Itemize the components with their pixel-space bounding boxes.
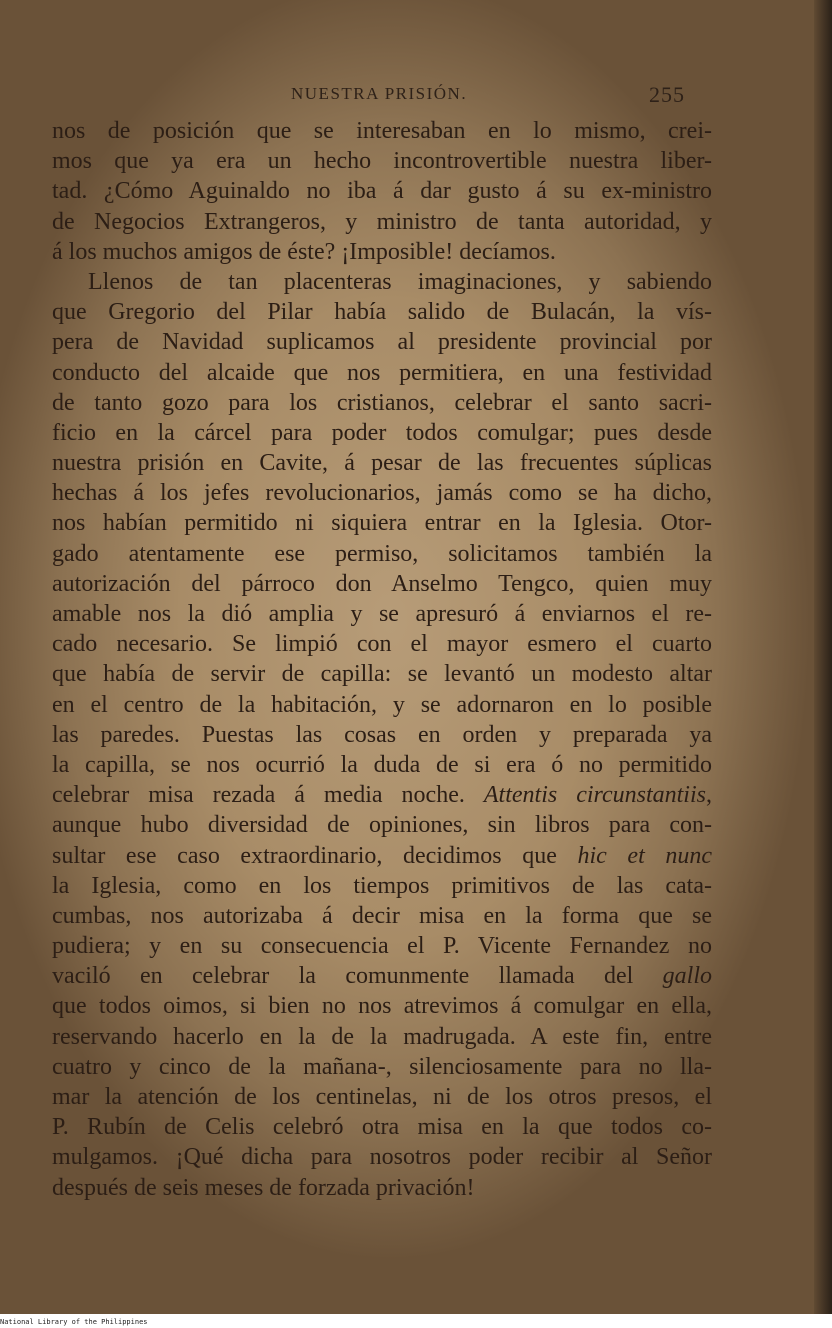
text-line [52, 961, 712, 991]
text-line: nos de posición que se interesaban en lo mismo, crei- [52, 118, 712, 144]
page-edge-shadow [814, 0, 832, 1328]
text-line: las paredes. Puestas las cosas en orden y preparada ya [52, 721, 712, 748]
text-segment: vaciló en celebrar la comunmente llamada del [52, 963, 634, 990]
text-line: la Iglesia, como en los tiempos primitivos de las cata- [52, 872, 712, 899]
text-line [52, 841, 712, 871]
text-line: ficio en la cárcel para poder todos comulgar; pues desde [52, 419, 712, 446]
text-line: cumbas, nos autorizaba á decir misa en la forma que se [52, 902, 712, 929]
text-line: aunque hubo diversidad de opiniones, sin libros para con- [52, 812, 712, 839]
text-line: mos que ya era un hecho incontrovertible nuestra liber- [52, 148, 712, 175]
text-line: cuatro y cinco de la mañana-, silenciosamente para no lla- [52, 1053, 712, 1080]
text-line: tad. ¿Cómo Aguinaldo no iba á dar gusto á su ex-ministro [52, 178, 712, 205]
text-line: nuestra prisión en Cavite, á pesar de las frecuentes súplicas [52, 450, 712, 477]
text-line: que había de servir de capilla: se levantó un modesto altar [52, 661, 712, 688]
text-line: P. Rubín de Celis celebró otra misa en la que todos co- [52, 1114, 712, 1141]
text-line: de tanto gozo para los cristianos, celebrar el santo sacri- [52, 389, 712, 416]
library-credit: National Library of the Philippines [0, 1318, 148, 1326]
italic-word: gallo [662, 963, 713, 990]
text-line: reservando hacerlo en la de la madrugada. A este fin, entre [52, 1023, 712, 1050]
page-number: 255 [649, 82, 685, 107]
latin-phrase: Attentis circunstantiis [483, 782, 706, 809]
text-line: cado necesario. Se limpió con el mayor esmero el cuarto [52, 631, 712, 658]
text-line: de Negocios Extrangeros, y ministro de tanta autoridad, y [52, 208, 712, 235]
text-line: después de seis meses de forzada privación! [52, 1174, 475, 1201]
text-line: gado atentamente ese permiso, solicitamos también la [52, 540, 712, 567]
text-line [52, 780, 712, 810]
text-line: amable nos la dió amplia y se apresuró á enviarnos el re- [52, 601, 712, 627]
latin-phrase: hic et nunc [577, 842, 712, 869]
text-line: hechas á los jefes revolucionarios, jamás como se ha dicho, [52, 480, 712, 507]
text-line: que todos oimos, si bien no nos atrevimos á comulgar en ella, [52, 993, 712, 1020]
body-text [52, 116, 712, 1203]
text-segment: celebrar misa rezada á media noche. [52, 782, 465, 809]
text-line: en el centro de la habitación, y se adornaron en lo posible [52, 691, 712, 718]
text-line: conducto del alcaide que nos permitiera, en una festividad [52, 359, 712, 386]
text-line: la capilla, se nos ocurrió la duda de si era ó no permitido [52, 751, 712, 778]
text-line: autorización del párroco don Anselmo Tengco, quien muy [52, 570, 712, 597]
text-segment: sultar ese caso extraordinario, decidimos que [52, 842, 557, 869]
text-line: á los muchos amigos de éste? ¡Imposible! decíamos. [52, 238, 556, 265]
text-line: mar la atención de los centinelas, ni de los otros presos, el [52, 1084, 712, 1110]
text-line: pera de Navidad suplicamos al presidente provincial por [52, 329, 712, 356]
text-line: pudiera; y en su consecuencia el P. Vicente Fernandez no [52, 933, 712, 960]
text-line: Llenos de tan placenteras imaginaciones, y sabiendo [88, 268, 712, 295]
page-header [0, 80, 832, 110]
running-title: NUESTRA PRISIÓN. [291, 84, 468, 103]
text-line: que Gregorio del Pilar había salido de Bulacán, la vís- [52, 299, 712, 326]
text-line: nos habían permitido ni siquiera entrar en la Iglesia. Otor- [52, 510, 712, 537]
text-segment: , [706, 782, 712, 809]
text-line: mulgamos. ¡Qué dicha para nosotros poder recibir al Señor [52, 1144, 712, 1171]
